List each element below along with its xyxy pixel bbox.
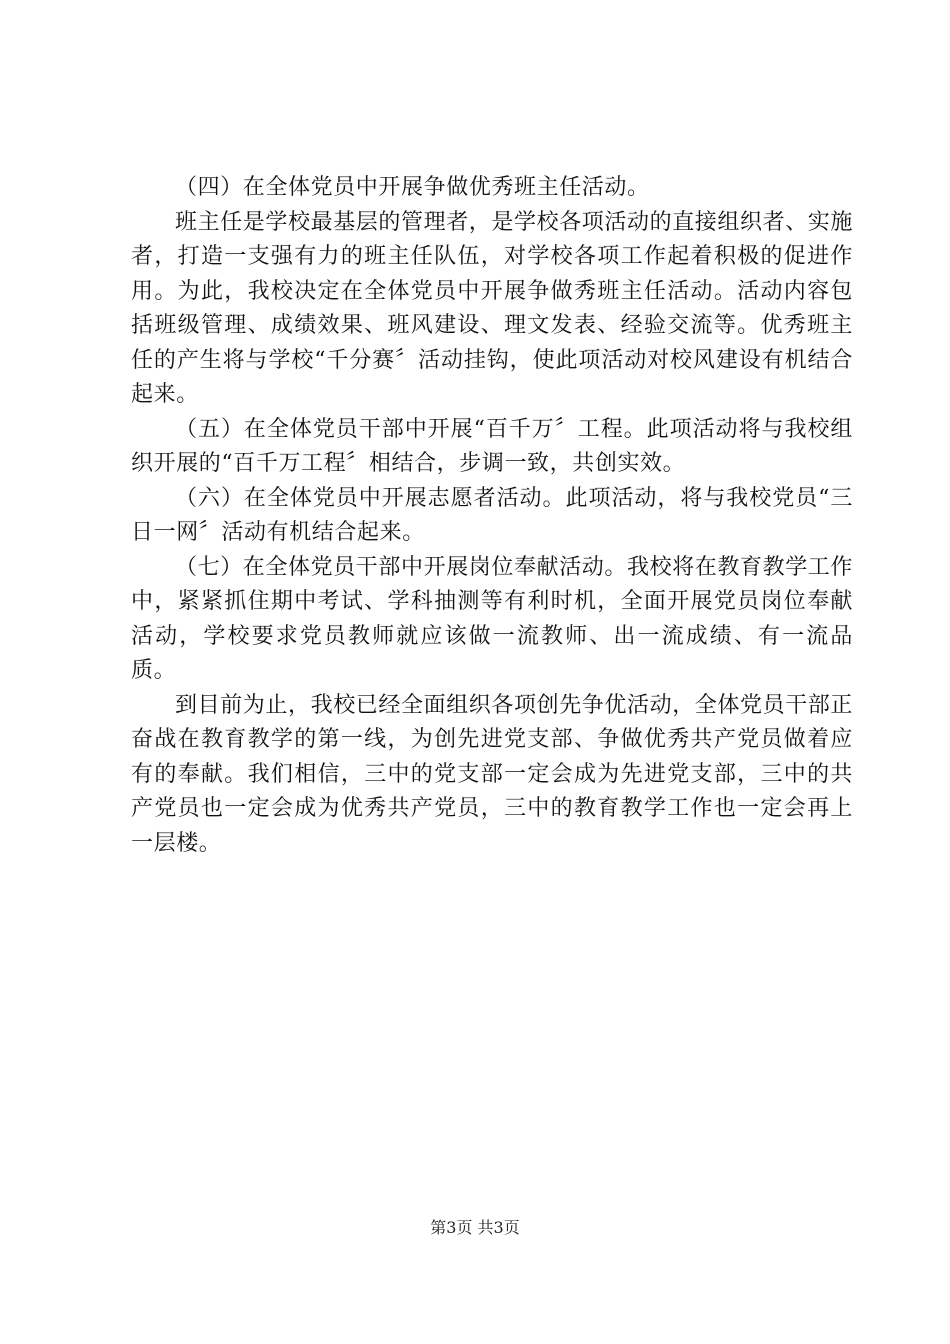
paragraph-section-5: （五）在全体党员干部中开展“百千万〞工程。此项活动将与我校组织开展的“百千万工程〞相结合，步调一致，共创实效。 [131,416,853,476]
paragraph-conclusion: 到目前为止，我校已经全面组织各项创先争优活动，全体党员干部正奋战在教育教学的第一线，为创先进党支部、争做优秀共产党员做着应有的奉献。我们相信，三中的党支部一定会成为先进党支部，三中的共产党员也一定会成为优秀共产党员，三中的教育教学工作也一定会再上一层楼。 [131,692,854,856]
document-body [131,171,853,861]
paragraph-section-6: （六）在全体党员中开展志愿者活动。此项活动，将与我校党员“三日一网〞活动有机结合起来。 [131,485,853,545]
page-footer [0,1215,950,1238]
page-number-label: 第3页 共3页 [430,1218,520,1237]
paragraph-section-4-heading: （四）在全体党员中开展争做优秀班主任活动。 [175,175,650,200]
paragraph-section-7: （七）在全体党员干部中开展岗位奉献活动。我校将在教育教学工作中，紧紧抓住期中考试、学科抽测等有利时机，全面开展党员岗位奉献活动，学校要求党员教师就应该做一流教师、出一流成绩、有一流品质。 [131,554,854,683]
paragraph-class-teacher: 班主任是学校最基层的管理者，是学校各项活动的直接组织者、实施者，打造一支强有力的班主任队伍，对学校各项工作起着积极的促进作用。为此，我校决定在全体党员中开展争做秀班主任活动。活动内容包括班级管理、成绩效果、班风建设、理文发表、经验交流等。优秀班主任的产生将与学校“千分赛〞活动挂钩，使此项活动对校风建设有机结合起来。 [131,209,854,407]
